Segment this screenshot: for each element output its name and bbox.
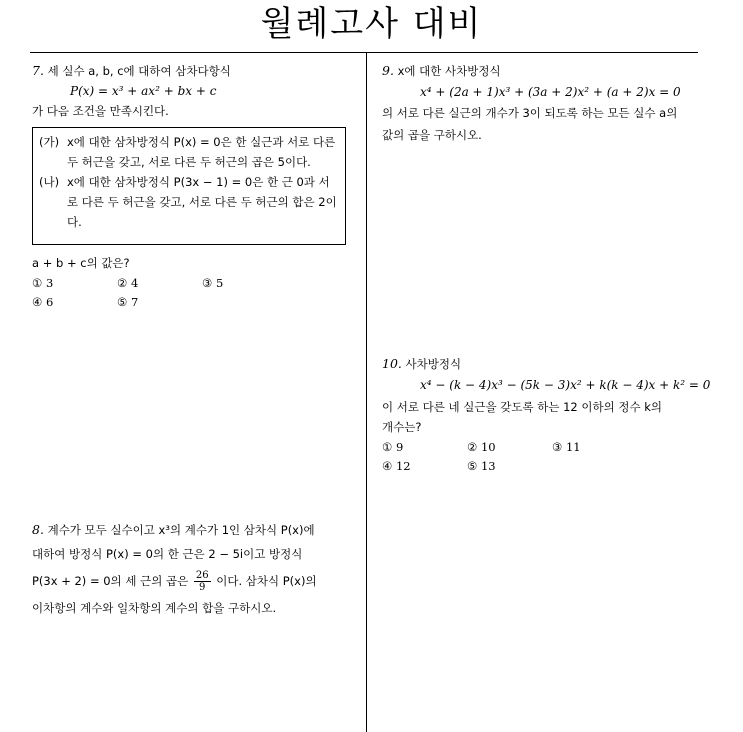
question-line: P(3x + 2) = 0의 세 근의 곱은 <box>32 574 189 588</box>
choice-4[interactable]: ④ 12 <box>382 459 411 473</box>
question-line: 값의 곱을 구하시오. <box>382 128 482 142</box>
choices <box>382 438 637 476</box>
column-divider <box>366 53 367 732</box>
choices <box>32 274 287 312</box>
condition-item <box>39 172 339 232</box>
condition-text: x에 대한 삼차방정식 P(3x − 1) = 0은 한 근 0과 서로 다른 두 허근을 갖고, 서로 다른 두 허근의 합은 2이다. <box>67 175 337 229</box>
question-line: 이다. 삼차식 P(x)의 <box>216 574 317 588</box>
condition-box <box>32 127 346 245</box>
choice-5[interactable]: ⑤ 13 <box>467 459 496 473</box>
question-ask: a + b + c의 값은? <box>32 256 130 270</box>
question-line: 개수는? <box>382 420 422 434</box>
question-intro: x에 대한 사차방정식 <box>397 64 501 78</box>
choice-3[interactable]: ③ 5 <box>202 276 224 290</box>
question-intro: 사차방정식 <box>405 357 462 371</box>
question-line: 의 서로 다른 실근의 개수가 3이 되도록 하는 모든 실수 a의 <box>382 106 678 120</box>
condition-intro: 가 다음 조건을 만족시킨다. <box>32 104 169 118</box>
choice-2[interactable]: ② 4 <box>117 276 139 290</box>
question-number: 8. <box>32 522 44 537</box>
equation: P(x) = x³ + ax² + bx + c <box>70 84 217 98</box>
header-rule <box>30 52 698 53</box>
fraction-numerator: 26 <box>195 570 209 581</box>
choice-2[interactable]: ② 10 <box>467 440 496 454</box>
question-intro: 세 실수 a, b, c에 대하여 삼차다항식 <box>47 64 231 78</box>
question-line: 계수가 모두 실수이고 x³의 계수가 1인 삼차식 P(x)에 <box>47 523 315 537</box>
condition-item <box>39 132 339 172</box>
choice-4[interactable]: ④ 6 <box>32 295 54 309</box>
choice-1[interactable]: ① 9 <box>382 440 404 454</box>
condition-tag: (나) <box>39 175 60 189</box>
question-line: 이 서로 다른 네 실근을 갖도록 하는 12 이하의 정수 k의 <box>382 400 663 414</box>
question-line: 대하여 방정식 P(x) = 0의 한 근은 2 − 5i이고 방정식 <box>32 547 303 561</box>
fraction-denominator: 9 <box>199 582 206 593</box>
choice-3[interactable]: ③ 11 <box>552 440 581 454</box>
question-number: 9. <box>382 63 394 78</box>
question-line: 이차항의 계수와 일차항의 계수의 합을 구하시오. <box>32 601 277 615</box>
equation: x⁴ + (2a + 1)x³ + (3a + 2)x² + (a + 2)x = 0 <box>420 85 681 99</box>
question-number: 10. <box>382 356 402 371</box>
equation: x⁴ − (k − 4)x³ − (5k − 3)x² + k(k − 4)x + k² = 0 <box>420 378 711 392</box>
choice-5[interactable]: ⑤ 7 <box>117 295 139 309</box>
page-title: 월례고사 대비 <box>260 4 483 44</box>
condition-text: x에 대한 삼차방정식 P(x) = 0은 한 실근과 서로 다른 두 허근을 갖고, 서로 다른 두 허근의 곱은 5이다. <box>67 135 336 169</box>
condition-tag: (가) <box>39 135 60 149</box>
question-number: 7. <box>32 63 44 78</box>
fraction <box>194 570 211 593</box>
choice-1[interactable]: ① 3 <box>32 276 54 290</box>
